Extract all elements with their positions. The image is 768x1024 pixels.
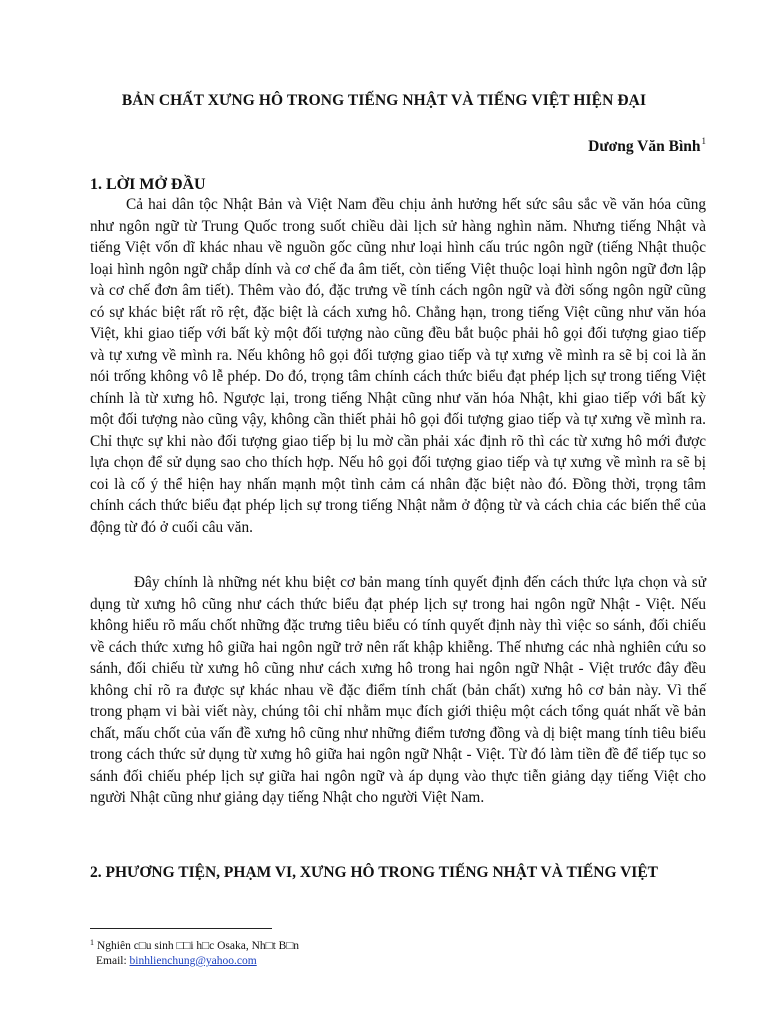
email-link[interactable]: binhlienchung@yahoo.com bbox=[129, 955, 257, 967]
author-line bbox=[588, 136, 706, 156]
document-title: BẢN CHẤT XƯNG HÔ TRONG TIẾNG NHẬT VÀ TIẾNG VIỆT HIỆN ĐẠI bbox=[121, 92, 647, 109]
paragraph-2: Đây chính là những nét khu biệt cơ bản mang tính quyết định đến cách thức lựa chọn và sử dụng từ xưng hô cũng như cách thức biểu đạt phép lịch sự trong hai ngôn ngữ Nhật - Việt. Nếu không hiểu rõ mấu chốt những đặc trưng tiêu biểu có tính quyết định này thì việc so sánh, đối chiếu về cách thức xưng hô giữa hai ngôn ngữ trở nên rất khập khiễng. Thế nhưng các nhà nghiên cứu so sánh, đối chiếu từ xưng hô cũng như cách xưng hô trong hai ngôn ngữ Nhật - Việt trước đây đều không chỉ rõ ra được sự khác nhau về đặc điểm tính chất (bản chất) xưng hô cơ bản này. Vì thế trong phạm vi bài viết này, chúng tôi chỉ nhằm mục đích giới thiệu một cách tổng quát nhất về bản chất, mấu chốt của vấn đề xưng hô cũng như những điểm tương đồng và dị biệt mang tính tiêu biểu trong cách thức sử dụng từ xưng hô giữa hai ngôn ngữ Nhật - Việt. Từ đó làm tiền đề để tiếp tục so sánh đối chiếu phép lịch sự giữa hai ngôn ngữ và áp dụng vào thực tiễn giảng dạy tiếng Việt cho người Nhật cũng như giảng dạy tiếng Nhật cho người Việt Nam. bbox=[90, 574, 706, 806]
paragraph-1: Cả hai dân tộc Nhật Bản và Việt Nam đều chịu ảnh hưởng hết sức sâu sắc về văn hóa cũng như ngôn ngữ từ Trung Quốc trong suốt chiều dài lịch sử hàng nghìn năm. Nhưng tiếng Nhật và tiếng Việt vốn dĩ khác nhau về nguồn gốc cũng như loại hình cấu trúc ngôn ngữ (tiếng Nhật thuộc loại hình ngôn ngữ chắp dính và cơ chế đa âm tiết, còn tiếng Việt thuộc loại hình ngôn ngữ đơn lập và cơ chế đơn âm tiết). Thêm vào đó, đặc trưng về tính cách ngôn ngữ và đời sống ngôn ngữ cũng có sự khác biệt rất rõ rệt, đặc biệt là cách xưng hô. Chẳng hạn, trong tiếng Việt cũng như văn hóa Việt, khi giao tiếp với bất kỳ một đối tượng nào cũng đều bắt buộc phải hô gọi đối tượng giao tiếp và tự xưng về mình ra. Nếu không hô gọi đối tượng giao tiếp và tự xưng về mình ra sẽ bị coi là ăn nói trống không vô lễ phép. Do đó, trọng tâm chính cách thức biểu đạt phép lịch sự trong tiếng Việt chính là từ xưng hô. Ngược lại, trong tiếng Nhật cũng như văn hóa Nhật, khi giao tiếp với bất kỳ một đối tượng nào cũng vậy, không cần thiết phải hô gọi đối tượng giao tiếp và tự xưng về mình ra. Chỉ thực sự khi nào đối tượng giao tiếp bị lu mờ cần phải xác định rõ thì các từ xưng hô mới được lựa chọn để sử dụng sao cho thích hợp. Nếu hô gọi đối tượng giao tiếp và tự xưng về mình ra sẽ bị coi là cố ý thể hiện hay nhấn mạnh một tình cảm cá nhân đặc biệt nào đó. Đồng thời, trọng tâm chính cách thức biểu đạt phép lịch sự trong tiếng Nhật nằm ở động từ và cách chia các biến thể của động từ đó ở cuối câu văn. bbox=[90, 196, 706, 536]
section-2-heading: 2. PHƯƠNG TIỆN, PHẠM VI, XƯNG HÔ TRONG TIẾNG NHẬT VÀ TIẾNG VIỆT bbox=[90, 864, 658, 881]
author-name: Dương Văn Bình bbox=[588, 138, 701, 155]
footnote-affiliation-row bbox=[90, 935, 299, 954]
footnote-divider bbox=[90, 928, 272, 929]
footnote bbox=[90, 935, 299, 969]
footnote-affiliation: Nghiên c□u sinh □□i h□c Osaka, Nh□t B□n bbox=[97, 940, 300, 952]
email-label: Email: bbox=[96, 955, 127, 967]
footnote-email-row bbox=[90, 954, 299, 969]
footnote-mark: 1 bbox=[90, 938, 94, 947]
footnote-reference[interactable]: 1 bbox=[701, 136, 706, 146]
section-1-heading: 1. LỜI MỞ ĐẦU bbox=[90, 176, 206, 193]
